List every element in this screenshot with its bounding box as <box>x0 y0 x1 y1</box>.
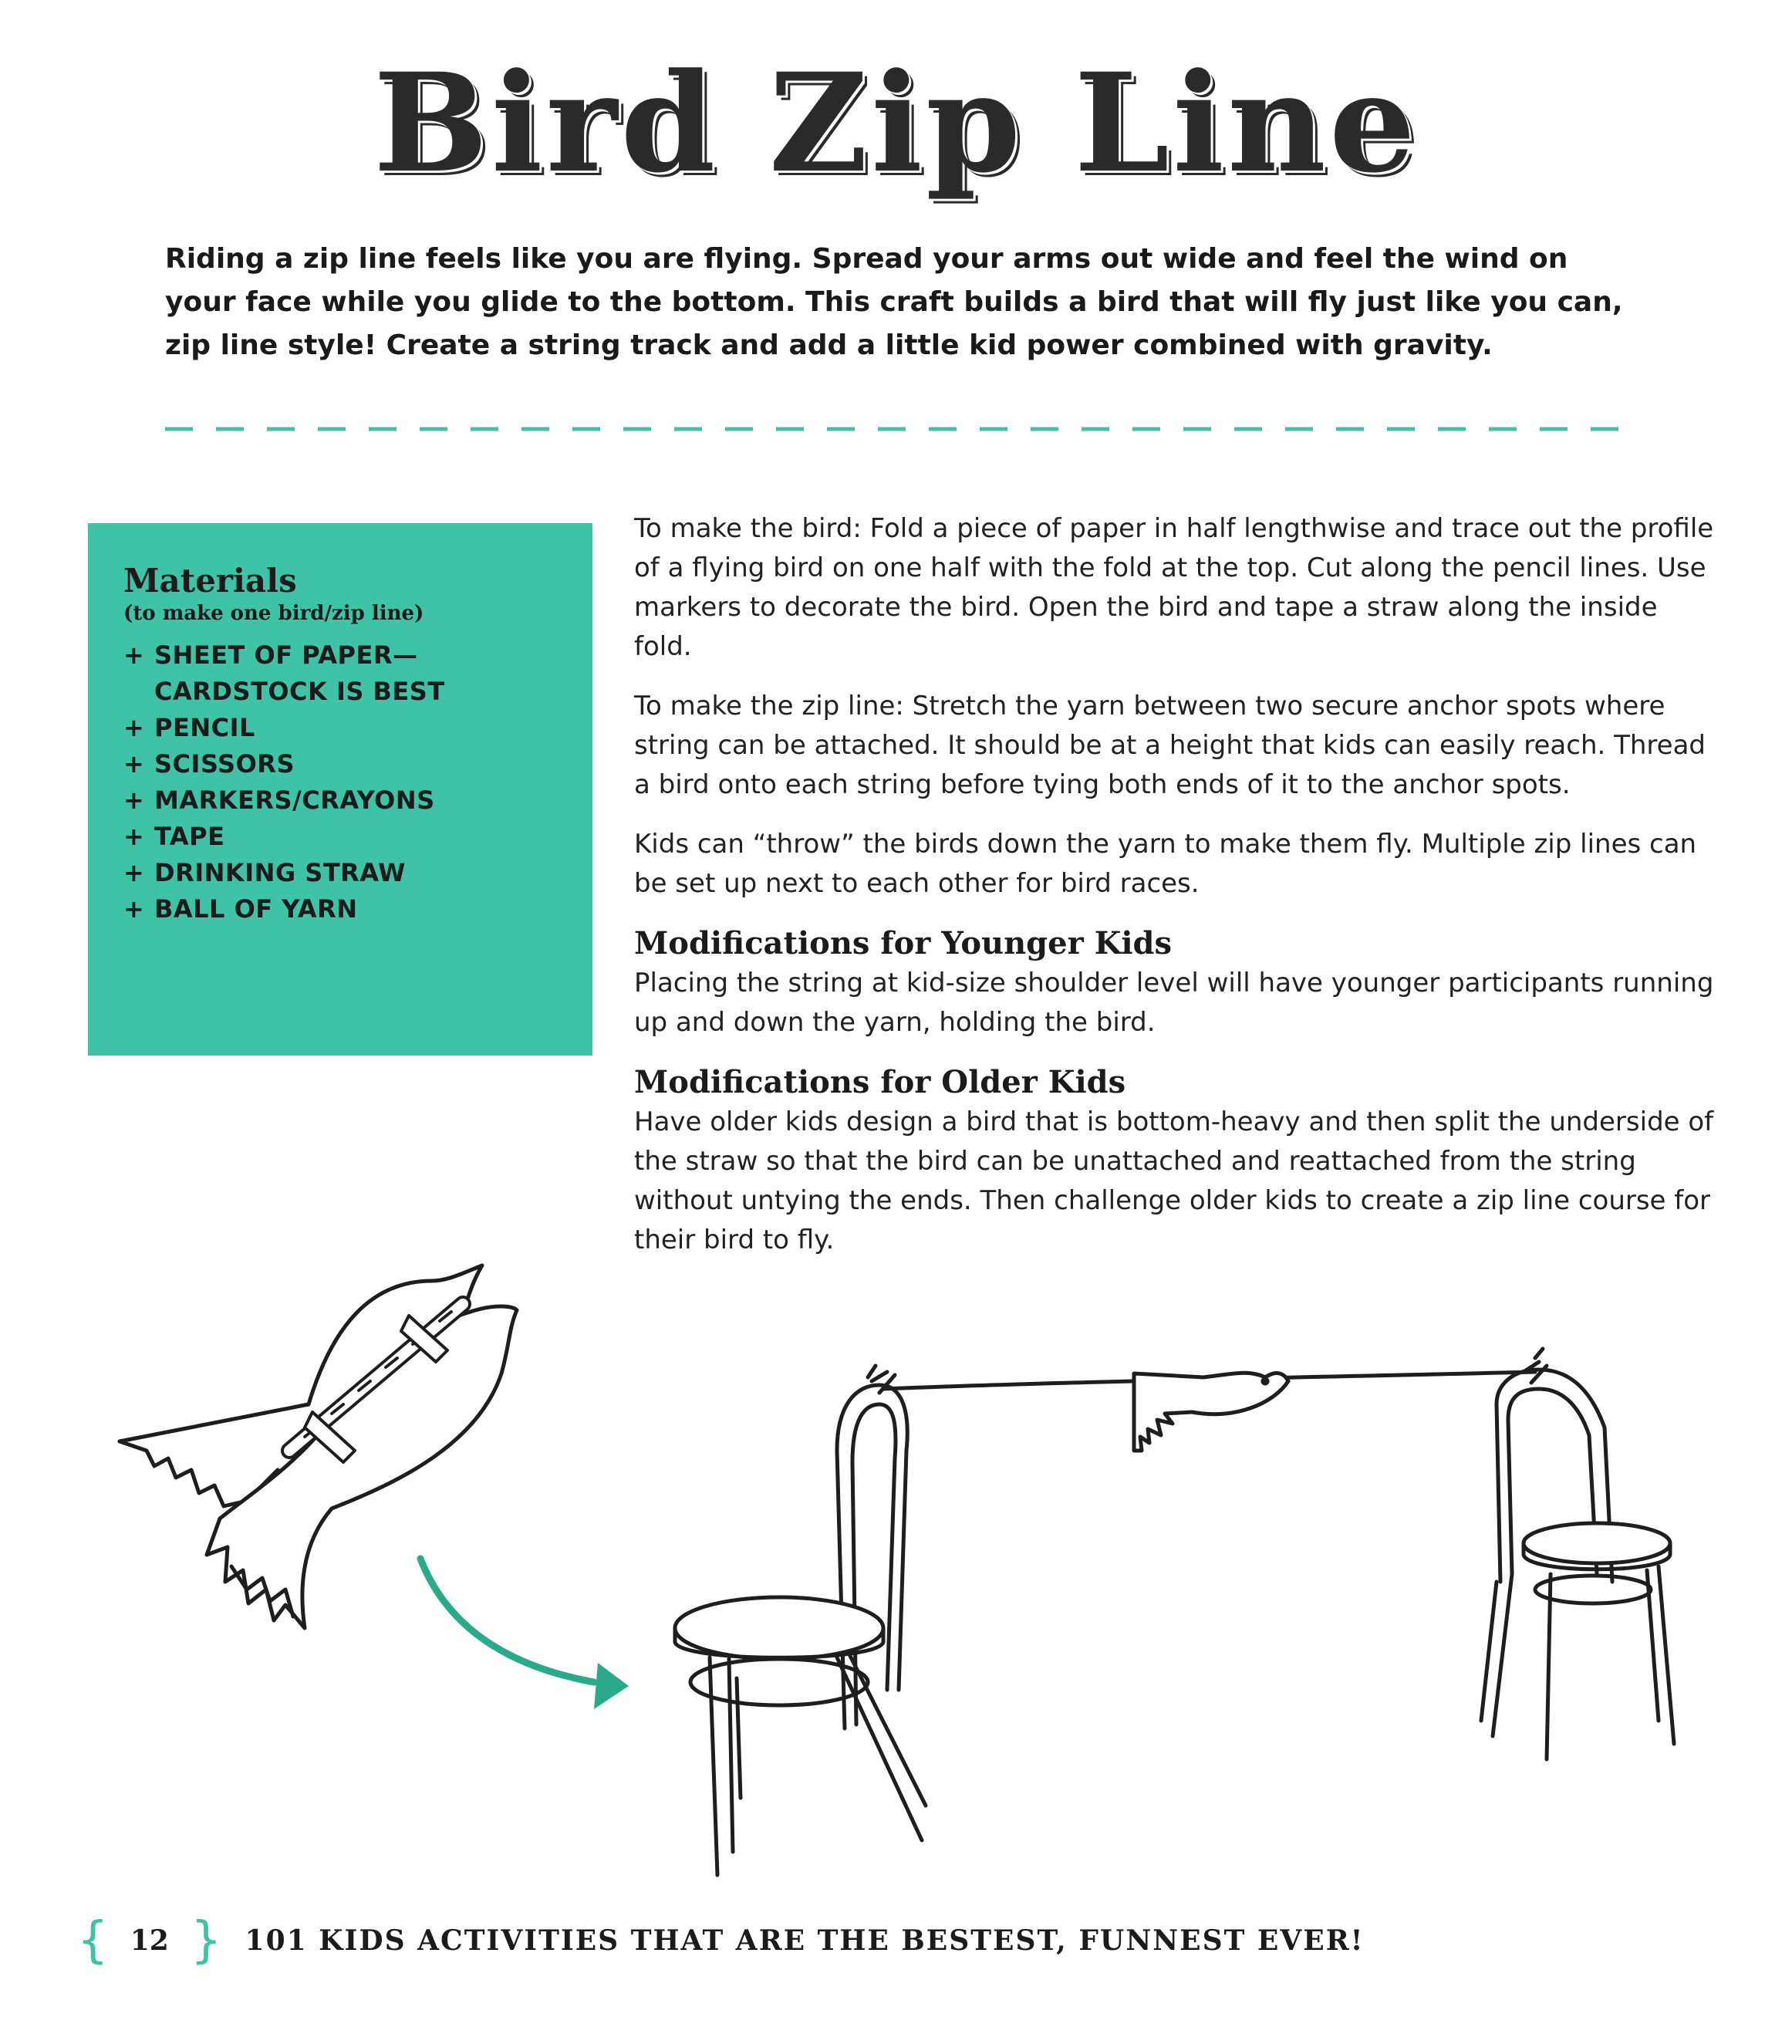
material-item <box>123 637 557 710</box>
curved-arrow-icon <box>420 1559 629 1709</box>
page-number: 12 <box>130 1924 169 1957</box>
material-item-label: PENCIL <box>154 713 255 742</box>
paper-bird-illustration <box>120 1265 517 1628</box>
page-title: Bird Zip Line <box>373 43 1419 203</box>
material-item <box>123 746 557 782</box>
material-item-label: MARKERS/CRAYONS <box>154 786 435 815</box>
throw-instructions: Kids can “throw” the birds down the yarn to make them fly. Multiple zip lines can be set up next to each other for bird races. <box>634 829 1697 899</box>
bird-instructions: To make the bird: Fold a piece of paper in half lengthwise and trace out the profile of a flying bird on one half with the fold at the top. Cut along the pencil lines. Use markers to decorate the bird. Open the bird and tape a straw along the inside fold. <box>634 513 1714 662</box>
bullet-plus: + <box>123 749 145 779</box>
footer-brace-left: { <box>77 1912 109 1969</box>
instructions-column <box>634 509 1714 1280</box>
bullet-plus: + <box>123 894 145 924</box>
material-item <box>123 891 557 927</box>
materials-subtitle: (to make one bird/zip line) <box>123 602 424 625</box>
material-item <box>123 782 557 819</box>
page-footer <box>77 1914 1364 1968</box>
younger-kids-text: Placing the string at kid-size shoulder level will have younger participants running up and down the yarn, holding the bird. <box>634 968 1714 1038</box>
materials-box <box>88 523 592 1056</box>
material-item <box>123 710 557 746</box>
bullet-plus: + <box>123 822 145 851</box>
bullet-plus: + <box>123 640 145 670</box>
younger-kids-heading: Modifications for Younger Kids <box>634 925 1173 961</box>
material-item-label: DRINKING STRAW <box>154 858 406 887</box>
bullet-plus: + <box>123 858 145 887</box>
book-title: 101 KIDS ACTIVITIES THAT ARE THE BESTEST, FUNNEST EVER! <box>245 1924 1365 1957</box>
older-kids-heading: Modifications for Older Kids <box>634 1064 1126 1100</box>
material-item-label: SCISSORS <box>154 749 295 779</box>
bullet-plus: + <box>123 713 145 742</box>
zip-line-instructions: To make the zip line: Stretch the yarn between two secure anchor spots where string can be attached. It should be at a height that kids can easily reach. Thread a bird onto each string before tying both ends of it to the anchor spots. <box>634 691 1706 800</box>
chairs-zip-line-illustration <box>675 1349 1674 1875</box>
material-item-label: TAPE <box>154 822 225 851</box>
bullet-plus: + <box>123 786 145 815</box>
material-item <box>123 855 557 891</box>
older-kids-text: Have older kids design a bird that is bottom-heavy and then split the underside of the straw so that the bird can be unattached and reattached from the string without untying the ends. Then challenge older kids to create a zip line course for their bird to fly. <box>634 1106 1714 1255</box>
material-item-label: BALL OF YARN <box>154 894 358 924</box>
material-item <box>123 819 557 855</box>
footer-brace-right: } <box>190 1912 222 1969</box>
dashed-divider <box>165 423 1638 435</box>
material-item-label: SHEET OF PAPER—CARDSTOCK IS BEST <box>154 640 445 706</box>
materials-title: Materials <box>123 562 297 600</box>
intro-paragraph: Riding a zip line feels like you are flying. Spread your arms out wide and feel the wind on your face while you glide to the bottom. This craft builds a bird that will fly just like you can, zip line style! Create a string track and add a little kid power combined with gravity. <box>165 243 1623 361</box>
